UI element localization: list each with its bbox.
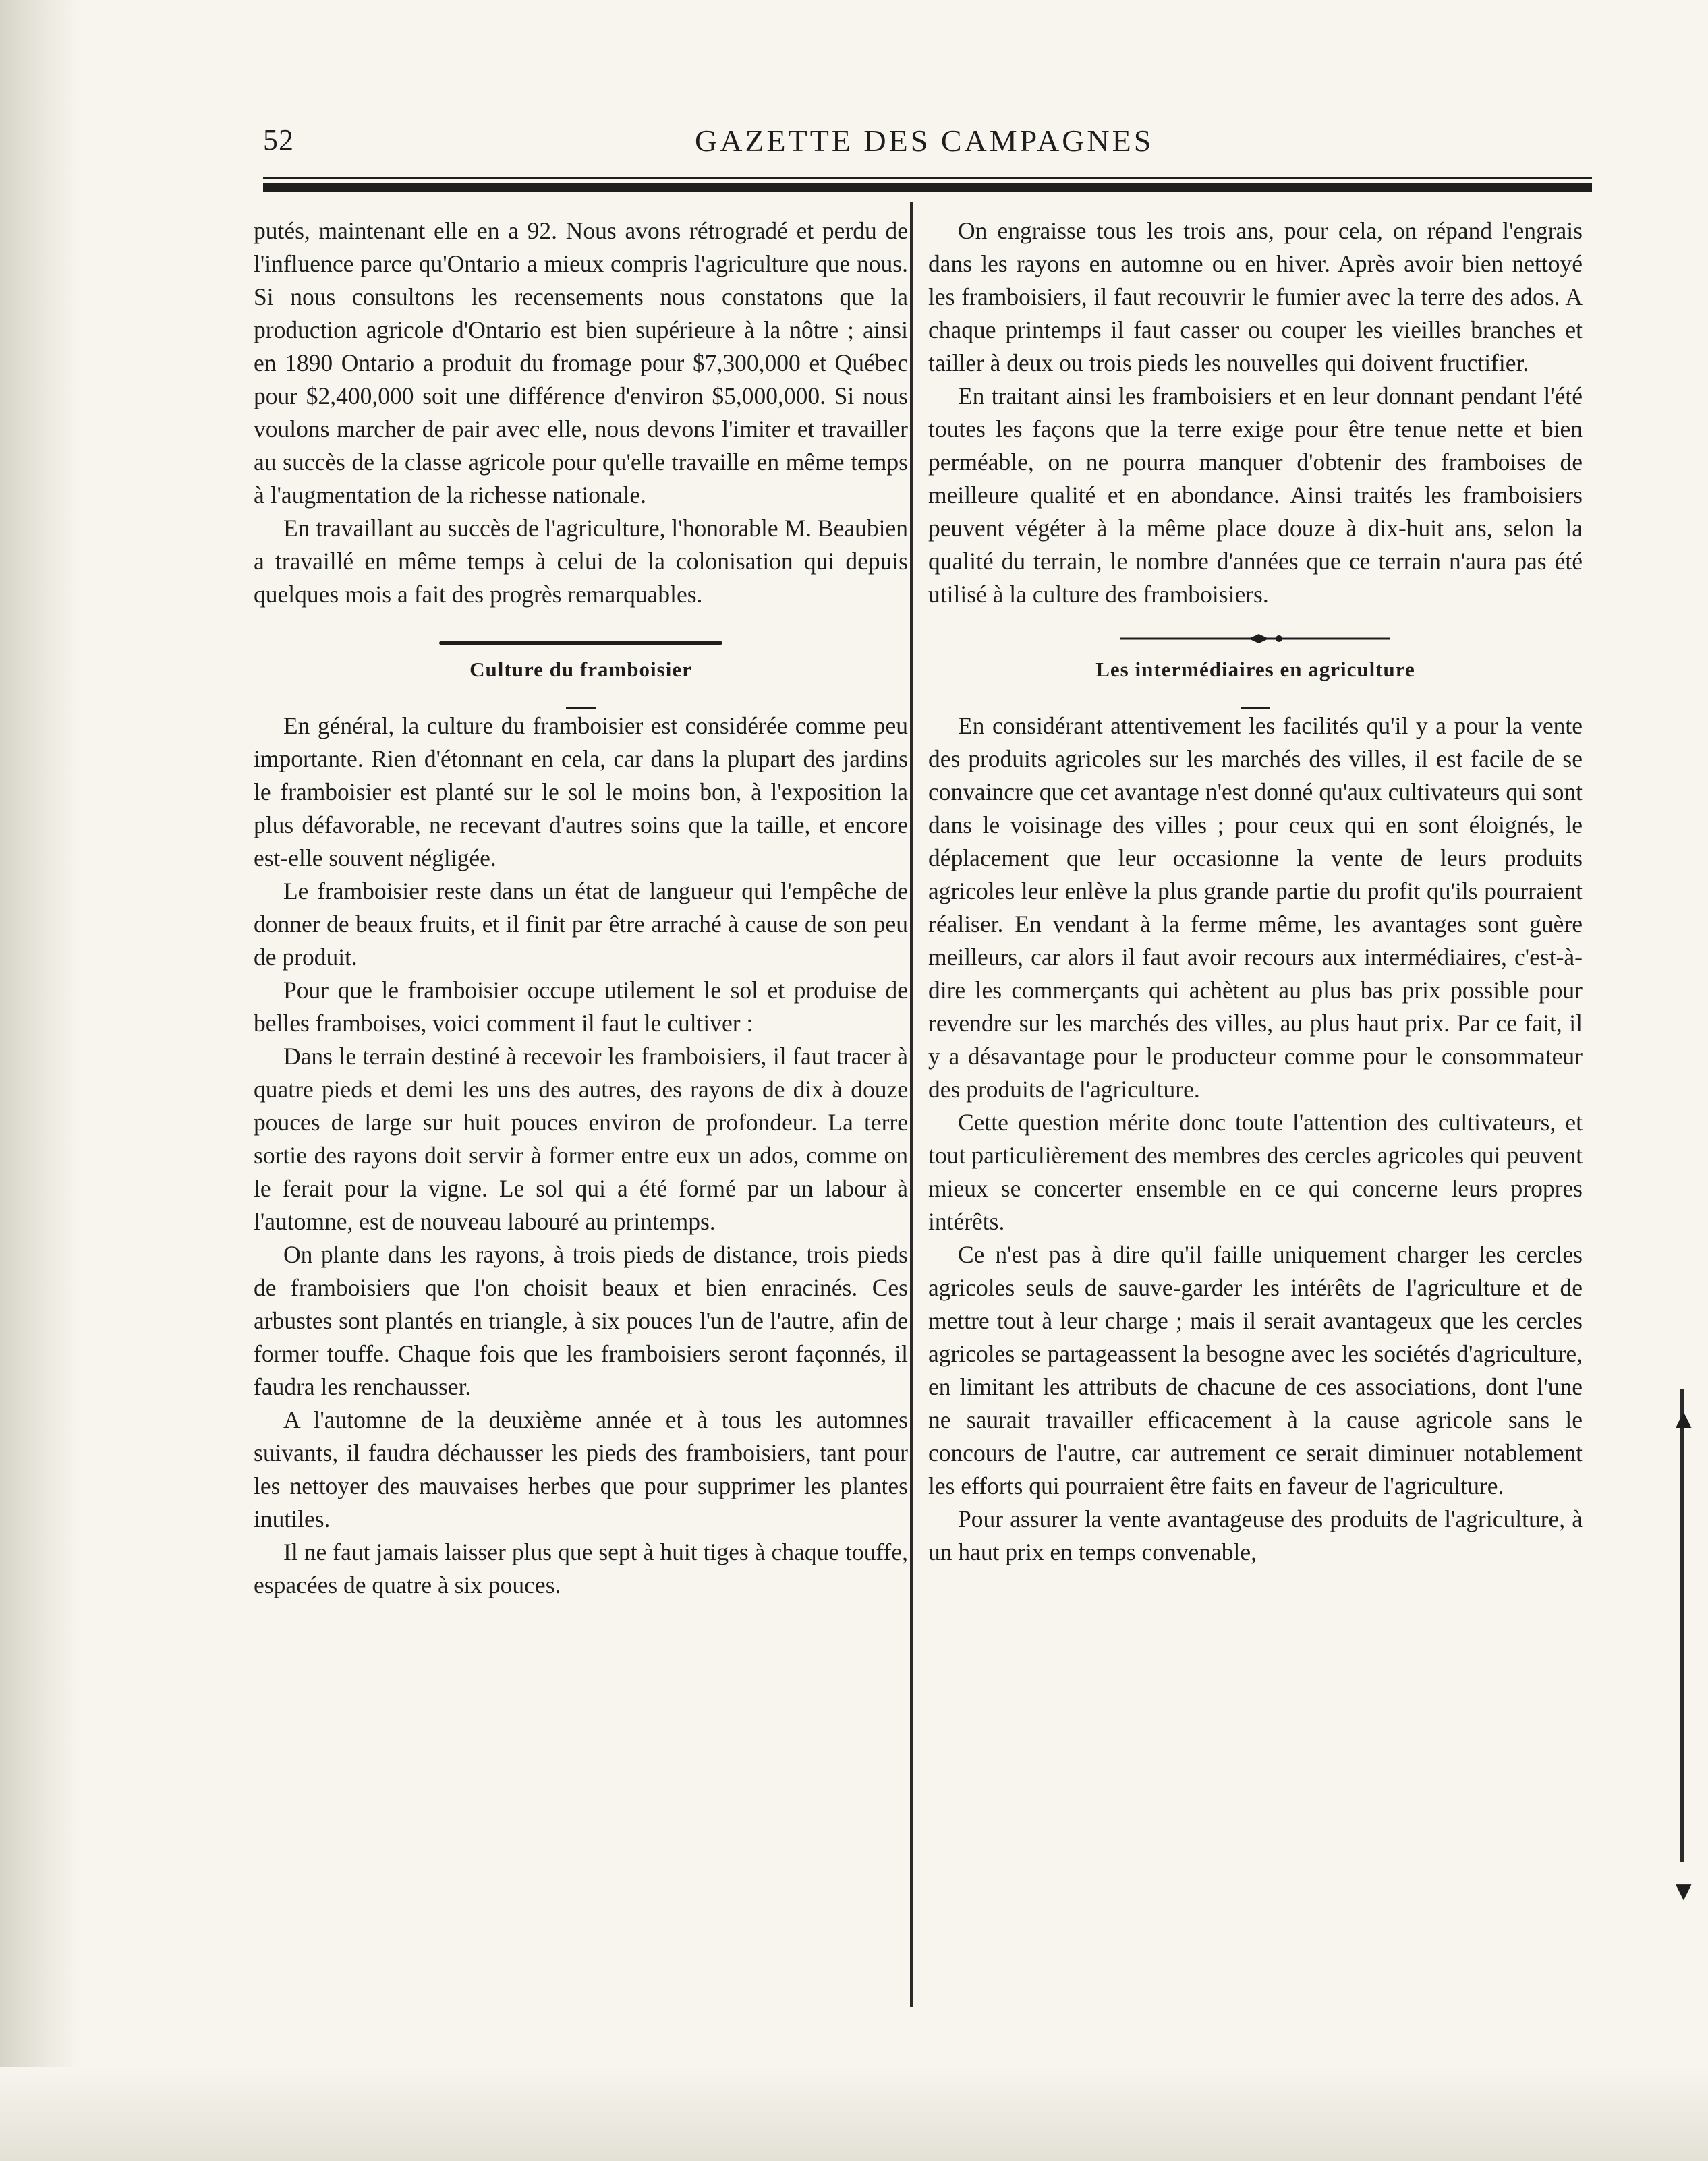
paragraph: A l'automne de la deuxième année et à tous les automnes suivants, il faudra déchausser les pieds des framboisiers, tant pour les nettoyer des mauvaises herbes que pour supprimer les plantes inutiles.	[254, 1406, 908, 1532]
paragraph: Il ne faut jamais laisser plus que sept à huit tiges à chaque touffe, espacées de quatre à six pouces.	[254, 1538, 908, 1598]
header-rule-thin	[263, 177, 1592, 179]
paragraph: Pour assurer la vente avantageuse des produits de l'agriculture, à un haut prix en temps convenable,	[928, 1505, 1583, 1565]
paragraph: On engraisse tous les trois ans, pour cela, on répand l'engrais dans les rayons en automne ou en hiver. Après avoir bien nettoyé les framboisiers, il faut recouvrir le fumier avec la terre des ados. A chaque printemps il faut casser ou couper les vieilles branches et tailler à deux ou trois pieds les nouvelles qui doivent fructifier.	[928, 217, 1583, 376]
paragraph: On plante dans les rayons, à trois pieds de distance, trois pieds de framboisiers que l'on choisit beaux et bien enracinés. Ces arbustes sont plantés en triangle, à six pouces l'un de l'autre, afin de former touffe. Chaque fois que les framboisiers seront façonnés, il faudra les renchausser.	[254, 1241, 908, 1400]
section-separator	[254, 625, 908, 652]
page-header	[263, 123, 1592, 170]
arrow-down-icon: ▼	[1670, 1876, 1697, 1906]
column-divider	[910, 202, 913, 2007]
page-left-edge	[0, 0, 81, 2161]
section-title-intermediaires: Les intermédiaires en agriculture	[1095, 658, 1415, 681]
paragraph: Dans le terrain destiné à recevoir les framboisiers, il faut tracer à quatre pieds et demi les uns des autres, des rayons de dix à douze pouces de large sur huit pouces environ de profondeur. La terre sortie des rayons doit servir à former entre eux un ados, comme on le ferait pour la vigne. Le sol qui a été formé par un labour à l'automne, est de nouveau labouré au printemps.	[254, 1043, 908, 1235]
paragraph: Le framboisier reste dans un état de langueur qui l'empêche de donner de beaux fruits, et il finit par être arraché à cause de son peu de produit.	[254, 877, 908, 971]
paragraph: En travaillant au succès de l'agriculture, l'honorable M. Beaubien a travaillé en même temps à celui de la colonisation qui depuis quelques mois a fait des progrès remarquables.	[254, 515, 908, 608]
ornament-rule-icon	[1114, 629, 1397, 649]
paragraph: Pour que le framboisier occupe utilement le sol et produise de belles framboises, voici comment il faut le cultiver :	[254, 977, 908, 1037]
section-separator	[928, 625, 1583, 652]
paragraph: En considérant attentivement les facilités qu'il y a pour la vente des produits agricoles sur les marchés des villes, il est facile de se convaincre que cet avantage n'est donné qu'aux cultivateurs qui sont dans le voisinage des villes ; pour ceux qui en sont éloignés, le déplacement que leur occasionne la vente de leurs produits agricoles leur enlève la plus grande partie du profit qu'ils pourraient réaliser. En vendant à la ferme même, les avantages sont guère meilleurs, car alors il faut avoir recours aux intermédiaires, c'est-à-dire les commerçants qui achètent au plus bas prix possible pour revendre sur les marchés des villes, au plus haut prix. Par ce fait, il y a désavantage pour le producteur comme pour le consommateur des produits de l'agriculture.	[928, 712, 1583, 1103]
page-bottom-edge	[0, 2067, 1708, 2161]
header-rule-thick	[263, 183, 1592, 192]
left-column	[254, 214, 908, 2009]
paragraph: putés, maintenant elle en a 92. Nous avons rétrogradé et perdu de l'influence parce qu'Ontario a mieux compris l'agriculture que nous. Si nous consultons les recensements nous constatons que la production agricole d'Ontario est bien supérieure à la nôtre ; ainsi en 1890 Ontario a produit du fromage pour $7,300,000 et Québec pour $2,400,000 soit une différence d'environ $5,000,000. Si nous voulons marcher de pair avec elle, nous devons l'imiter et travailler au succès de la classe agricole pour qu'elle travaille en même temps à l'augmentation de la richesse nationale.	[254, 217, 908, 509]
title-underline	[254, 689, 908, 707]
paragraph: Cette question mérite donc toute l'attention des cultivateurs, et tout particulièrement des membres des cercles agricoles qui peuvent mieux se concerter ensemble en ce qui concerne leurs propres intérêts.	[928, 1109, 1583, 1235]
paragraph: En traitant ainsi les framboisiers et en leur donnant pendant l'été toutes les façons que la terre exige pour être tenue nette et bien perméable, on ne pourra manquer d'obtenir des framboises de meilleure qualité et en abondance. Ainsi traités les framboisiers peuvent végéter à la même place douze à dix-huit ans, selon la qualité du terrain, le nombre d'années que ce terrain n'aura pas été utilisé à la culture des framboisiers.	[928, 382, 1583, 608]
page-number: 52	[263, 123, 294, 156]
arrow-up-icon: ▲	[1670, 1404, 1697, 1434]
title-underline	[928, 689, 1583, 707]
paragraph: En général, la culture du framboisier est considérée comme peu importante. Rien d'étonnant en cela, car dans la plupart des jardins le framboisier est planté sur le sol le moins bon, à l'exposition la plus défavorable, ne recevant d'autres soins que la taille, et encore est-elle souvent négligée.	[254, 712, 908, 871]
section-title-framboisier: Culture du framboisier	[469, 658, 692, 681]
running-title: GAZETTE DES CAMPAGNES	[695, 123, 1154, 158]
paragraph: Ce n'est pas à dire qu'il faille uniquement charger les cercles agricoles seuls de sauve-garder les intérêts de l'agriculture et de mettre tout à leur charge ; mais il serait avantageux que les cercles agricoles se partageassent la besogne avec les sociétés d'agriculture, en limitant les attributs de chacune de ces associations, dont l'une ne saurait travailler efficacement à la cause agricole sans le concours de l'autre, car autrement ce serait diminuer notablement les efforts qui pourraient être faits en faveur de l'agriculture.	[928, 1241, 1583, 1499]
binding-edge-mark	[1680, 1389, 1684, 1862]
right-column	[928, 214, 1583, 2009]
